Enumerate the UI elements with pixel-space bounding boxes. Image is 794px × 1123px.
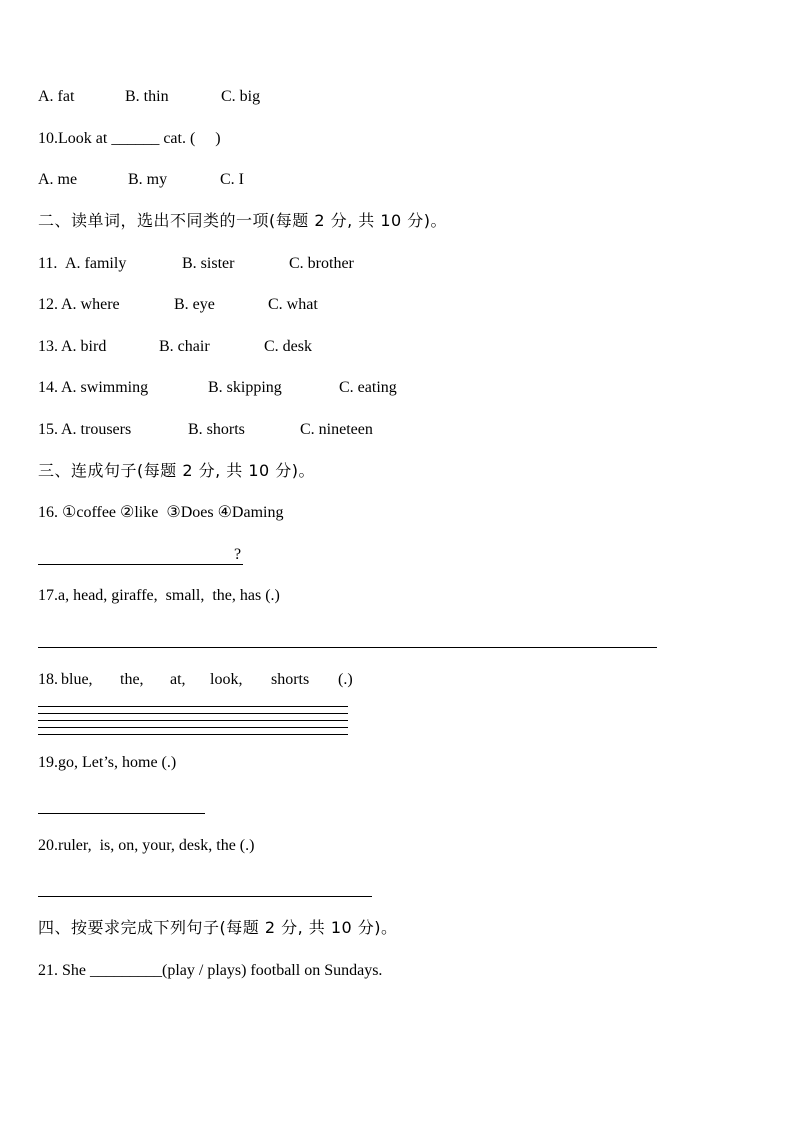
q18-word: the, <box>120 671 144 688</box>
q13-option-b: B. chair <box>159 338 210 355</box>
q11-option-b: B. sister <box>182 255 235 272</box>
q15-number: 15. <box>38 421 58 438</box>
q19-answer-line[interactable] <box>38 813 205 814</box>
section-3-title: 三、连成句子(每题 2 分, 共 10 分)。 <box>38 461 316 480</box>
q18-answer-line[interactable] <box>38 713 348 714</box>
q9-option-a: A. fat <box>38 88 75 105</box>
q15-option-c: C. nineteen <box>300 421 373 438</box>
q21-stem <box>38 961 382 981</box>
q18-word: (.) <box>338 671 353 688</box>
q12-option-a: A. where <box>61 296 120 313</box>
q15-option-b: B. shorts <box>188 421 245 438</box>
q21-number: 21. <box>38 962 62 979</box>
q10-stem: 10.Look at ______ cat. ( ) <box>38 130 221 147</box>
q12-option-b: B. eye <box>174 296 215 313</box>
q18-word: blue, <box>61 671 93 688</box>
q18-answer-line[interactable] <box>38 720 348 721</box>
q20-answer-line[interactable] <box>38 896 372 897</box>
q14-option-a: A. swimming <box>61 379 149 396</box>
q16-answer-line[interactable] <box>38 564 243 565</box>
q17-answer-line[interactable] <box>38 647 657 648</box>
q21-text-after: (play / plays) football on Sundays. <box>162 962 383 979</box>
q11-number: 11. <box>38 255 58 272</box>
q13-option-c: C. desk <box>264 338 312 355</box>
q17-stem: 17.a, head, giraffe, small, the, has (.) <box>38 587 280 604</box>
q18-word: shorts <box>271 671 310 688</box>
q12-option-c: C. what <box>268 296 318 313</box>
q15-option-a: A. trousers <box>61 421 132 438</box>
q14-option-b: B. skipping <box>208 379 282 396</box>
q16-question-mark: ? <box>234 546 242 563</box>
q20-stem: 20.ruler, is, on, your, desk, the (.) <box>38 837 255 854</box>
q18-number: 18. <box>38 671 58 688</box>
q18-answer-line[interactable] <box>38 734 348 735</box>
q10-option-a: A. me <box>38 171 78 188</box>
q11-option-a: A. family <box>65 255 127 272</box>
q9-option-c: C. big <box>221 88 261 105</box>
q9-option-b: B. thin <box>125 88 169 105</box>
q12-number: 12. <box>38 296 58 313</box>
section-4-title: 四、按要求完成下列句子(每题 2 分, 共 10 分)。 <box>38 918 398 937</box>
q21-text-before: She <box>62 962 90 979</box>
q19-stem: 19.go, Let’s, home (.) <box>38 754 177 771</box>
q14-option-c: C. eating <box>339 379 397 396</box>
q18-answer-line[interactable] <box>38 706 348 707</box>
q18-word: look, <box>210 671 243 688</box>
q10-option-c: C. I <box>220 171 244 188</box>
q14-number: 14. <box>38 379 58 396</box>
q18-word: at, <box>170 671 186 688</box>
q10-option-b: B. my <box>128 171 168 188</box>
section-2-title: 二、读单词，选出不同类的一项(每题 2 分, 共 10 分)。 <box>38 211 448 230</box>
q11-option-c: C. brother <box>289 255 354 272</box>
q21-blank[interactable]: _________ <box>90 962 162 979</box>
q13-option-a: A. bird <box>61 338 107 355</box>
q18-answer-line[interactable] <box>38 727 348 728</box>
q13-number: 13. <box>38 338 58 355</box>
q16-stem: 16. ①coffee ②like ③Does ④Daming <box>38 504 284 521</box>
